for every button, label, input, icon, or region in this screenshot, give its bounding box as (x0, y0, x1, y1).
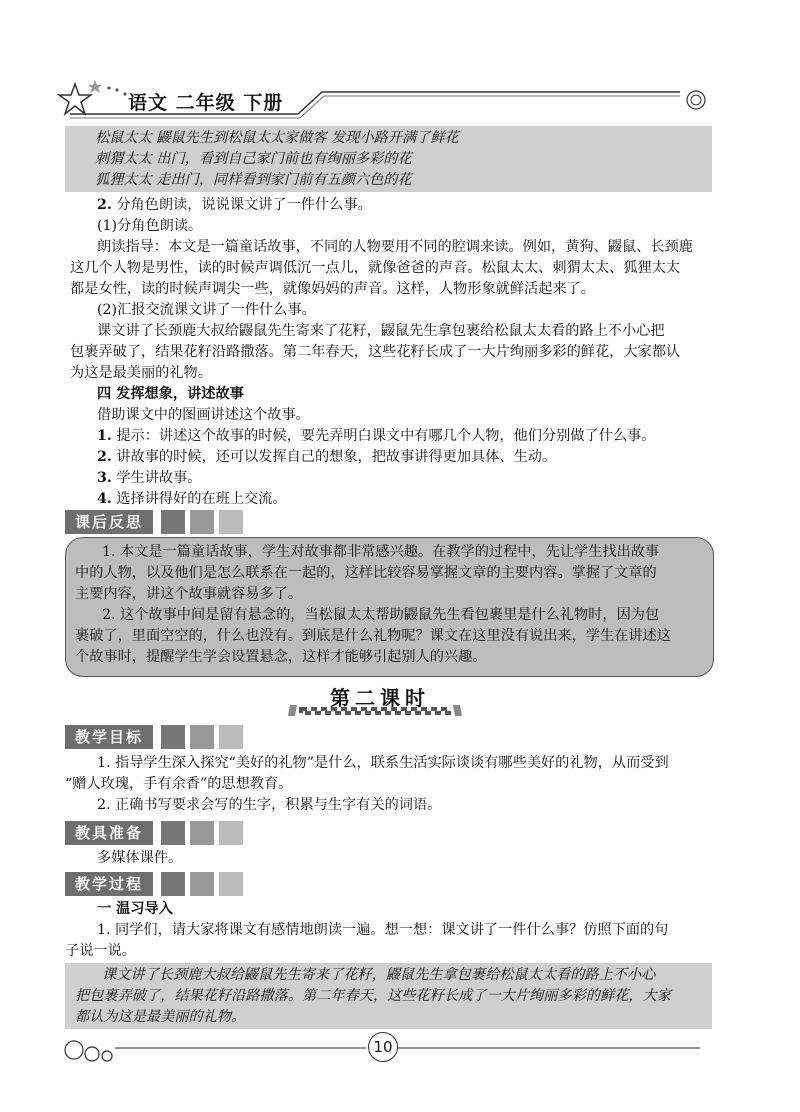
header-title: 语文 二年级 下册 (128, 92, 284, 114)
guide-line: 朗读指导：本文是一篇童话故事，不同的人物要用不同的腔调来读。例如，黄狗、鼹鼠、长颈鹿 (97, 239, 693, 255)
process-label-bar (65, 872, 243, 896)
label-square (219, 821, 243, 845)
sub-item-1: (1)分角色朗读。 (97, 218, 203, 234)
list-item: 4. 选择讲得好的在班上交流。 (97, 491, 287, 507)
table-row: 松鼠太太 鼹鼠先生到松鼠太太家做客 发现小路开满了鲜花 (95, 130, 459, 146)
reflection-line: 主要内容，讲这个故事就容易多了。 (75, 586, 303, 602)
label-square (190, 510, 214, 534)
objective-line: 1. 指导学生深入探究“美好的礼物”是什么，联系生活实际谈谈有哪些美好的礼物，从而受到 (97, 755, 669, 771)
section-heading: 四 发挥想象，讲述故事 (97, 386, 244, 402)
list-item: 3. 学生讲故事。 (97, 470, 202, 486)
story-line: 课文讲了长颈鹿大叔给鼹鼠先生寄来了花籽，鼹鼠先生拿包裹给松鼠太太看的路上不小心把 (97, 323, 665, 339)
page-number: 10 (368, 1032, 398, 1062)
objectives-label-bar (65, 725, 243, 749)
example-line: 把包裹弄破了，结果花籽沿路撒落。第二年春天，这些花籽长成了一大片绚丽多彩的鲜花，大家 (75, 988, 671, 1004)
label-square (161, 725, 185, 749)
reflection-line: 中的人物，以及他们是怎么联系在一起的，这样比较容易掌握文章的主要内容。掌握了文章的 (75, 565, 657, 581)
label-square (219, 510, 243, 534)
table-row: 狐狸太太 走出门，同样看到家门前有五颜六色的花 (95, 172, 412, 188)
item-2: 2. 分角色朗读，说说课文讲了一件什么事。 (97, 197, 372, 213)
reflection-label: 课后反思 (65, 510, 156, 534)
process-line: 1. 同学们，请大家将课文有感情地朗读一遍。想一想：课文讲了一件什么事？仿照下面的句 (97, 922, 669, 938)
label-square (219, 872, 243, 896)
tools-label-bar (65, 821, 243, 845)
label-square (161, 510, 185, 534)
label-square (190, 725, 214, 749)
lesson-title: 第二课时 (330, 686, 430, 710)
label-square (190, 872, 214, 896)
objective-line: 2. 正确书写要求会写的生字，积累与生字有关的词语。 (97, 797, 442, 813)
guide-line: 都是女性，读的时候声调尖一些，就像妈妈的声音。这样，人物形象就鲜活起来了。 (70, 281, 595, 297)
reflection-label-bar (65, 510, 243, 534)
sub-item-2: (2)汇报交流课文讲了一件什么事。 (97, 302, 316, 318)
process-line: 子说一说。 (65, 943, 136, 959)
story-line: 为这是最美丽的礼物。 (70, 365, 212, 381)
list-item: 2. 讲故事的时候，还可以发挥自己的想象，把故事讲得更加具体、生动。 (97, 449, 557, 465)
process-label: 教学过程 (65, 872, 156, 896)
process-heading: 一 温习导入 (97, 901, 173, 917)
reflection-line: 裹破了，里面空空的，什么也没有。到底是什么礼物呢？课文在这里没有说出来，学生在讲述这 (75, 628, 671, 644)
label-square (190, 821, 214, 845)
objectives-label: 教学目标 (65, 725, 156, 749)
reflection-line: 2. 这个故事中间是留有悬念的，当松鼠太太帮助鼹鼠先生看包裹里是什么礼物时，因为包 (102, 607, 660, 623)
header-rule (60, 86, 720, 122)
reflection-line: 1. 本文是一篇童话故事，学生对故事都非常感兴趣。在教学的过程中，先让学生找出故事 (102, 544, 660, 560)
lesson-title-underline (285, 702, 465, 720)
example-line: 课文讲了长颈鹿大叔给鼹鼠先生寄来了花籽，鼹鼠先生拿包裹给松鼠太太看的路上不小心 (102, 967, 656, 983)
story-line: 包裹弄破了，结果花籽沿路撒落。第二年春天，这些花籽长成了一大片绚丽多彩的鲜花，大家都认 (70, 344, 681, 360)
section-intro: 借助课文中的图画讲述这个故事。 (97, 407, 310, 423)
guide-line: 这几个人物是男性，读的时候声调低沉一点儿，就像爸爸的声音。松鼠太太、刺猬太太、狐狸太太 (70, 260, 681, 276)
example-line: 都认为这是最美丽的礼物。 (75, 1009, 246, 1025)
label-square (219, 725, 243, 749)
label-square (161, 872, 185, 896)
label-square (161, 821, 185, 845)
objective-line: “赠人玫瑰，手有余香”的思想教育。 (65, 776, 293, 792)
reflection-line: 个故事时，提醒学生学会设置悬念，这样才能够引起别人的兴趣。 (75, 649, 487, 665)
list-item: 1. 提示：讲述这个故事的时候，要先弄明白课文中有哪几个人物，他们分别做了什么事。 (97, 428, 656, 444)
table-row: 刺猬太太 出门，看到自己家门前也有绚丽多彩的花 (95, 151, 412, 167)
tools-text: 多媒体课件。 (97, 850, 183, 866)
tools-label: 教具准备 (65, 821, 156, 845)
